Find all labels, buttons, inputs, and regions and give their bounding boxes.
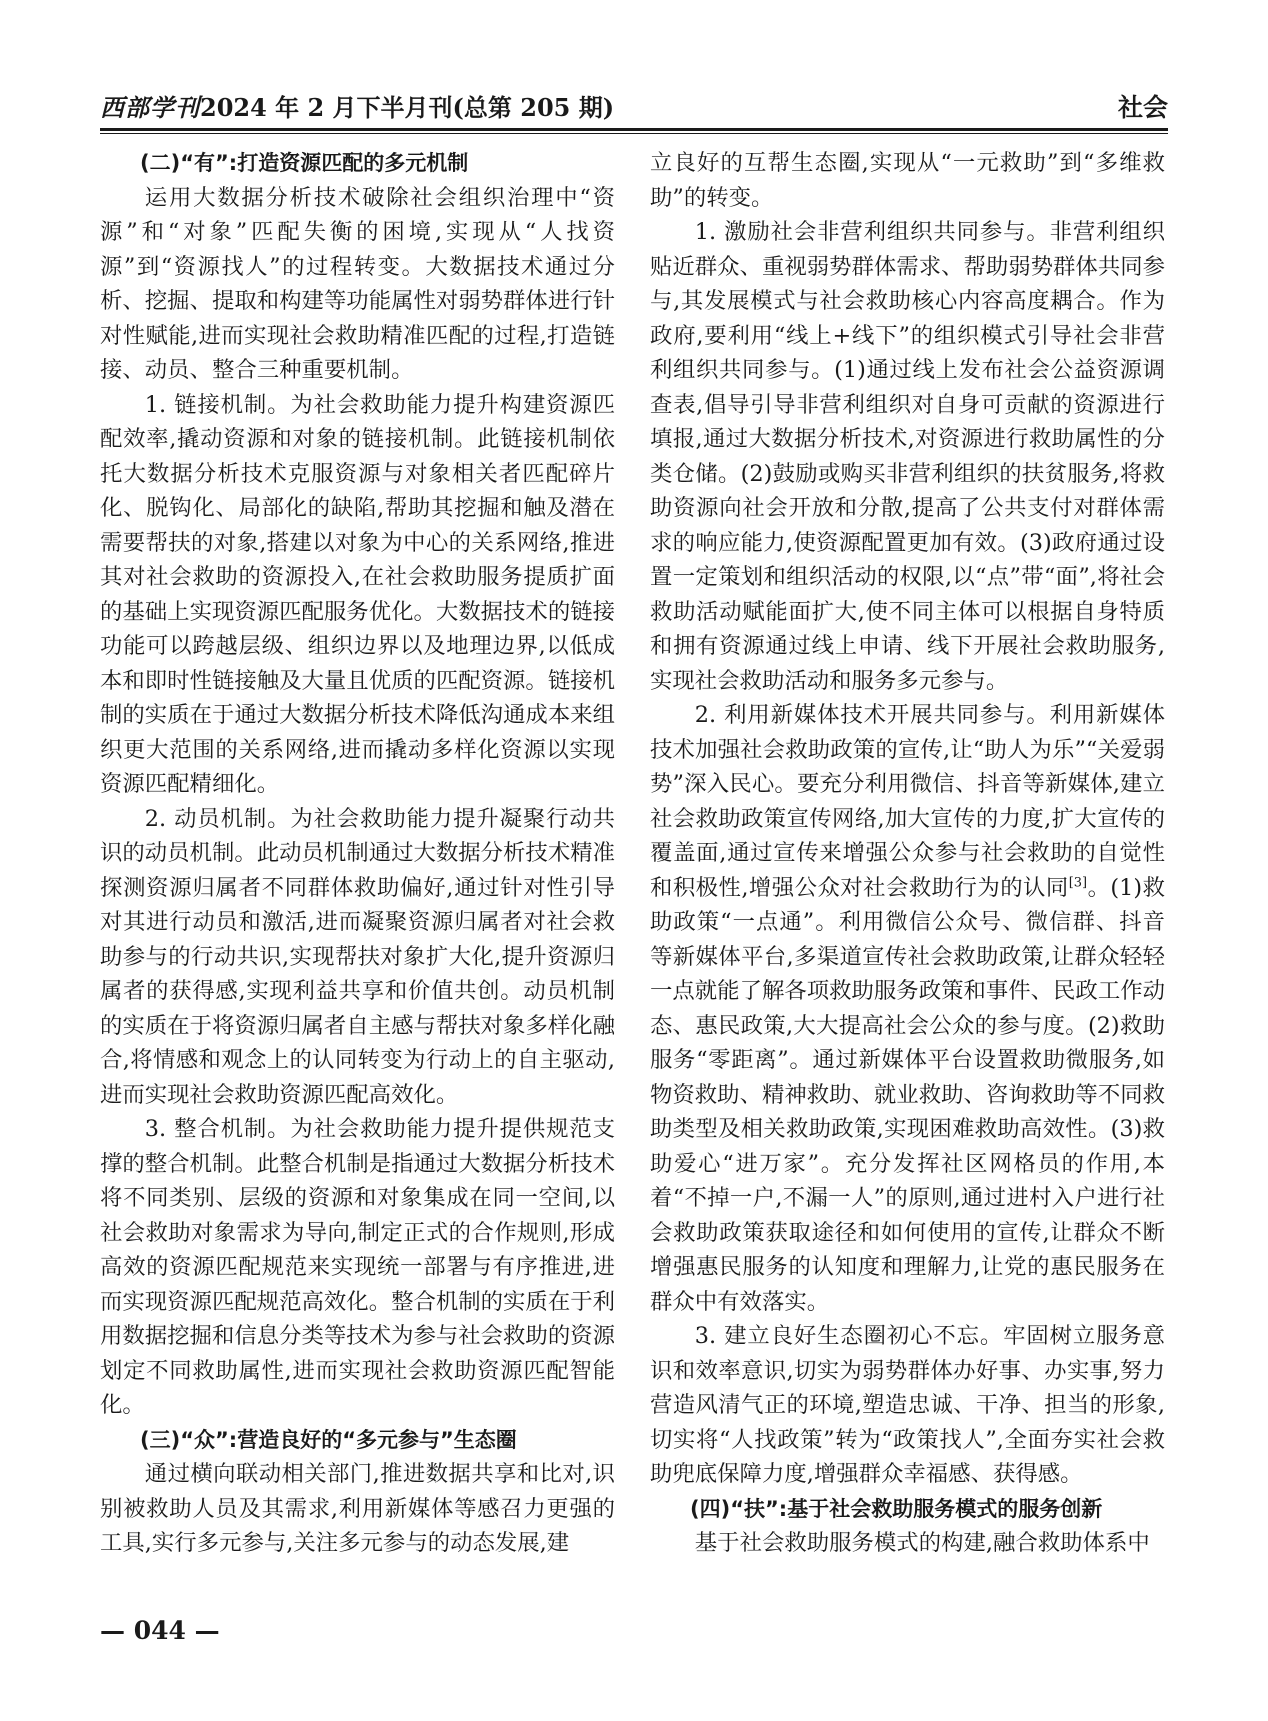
- header-rule: [100, 128, 1168, 131]
- running-header: [100, 88, 1168, 124]
- citation-ref: [3]: [1068, 875, 1088, 891]
- section-heading: (二)“有”:打造资源匹配的多元机制: [140, 151, 469, 175]
- paragraph: 3. 整合机制。为社会救助能力提升提供规范支撑的整合机制。此整合机制是指通过大数据分析技术将不同类别、层级的资源和对象集成在同一空间,以社会救助对象需求为导向,制定正式的合作规则,形成高效的资源匹配规范来实现统一部署与有序推进,进而实现资源匹配规范高效化。整合机制的实质在于利用数据挖掘和信息分类等技术为参与社会救助的资源划定不同救助属性,进而实现社会救助资源匹配智能化。: [100, 1116, 615, 1418]
- section-heading: (四)“扶”:基于社会救助服务模式的服务创新: [690, 1496, 1103, 1521]
- journal-logo: 西部学刊: [100, 93, 200, 122]
- paragraph: 2. 动员机制。为社会救助能力提升凝聚行动共识的动员机制。此动员机制通过大数据分析技术精准探测资源归属者不同群体救助偏好,通过针对性引导对其进行动员和激活,进而凝聚资源归属者对社会救助参与的行动共识,实现帮扶对象扩大化,提升资源归属者的获得感,实现利益共享和价值共创。动员机制的实质在于将资源归属者自主感与帮扶对象多样化融合,将情感和观念上的认同转变为行动上的自主驱动,进而实现社会救助资源匹配高效化。: [100, 805, 615, 1108]
- page-number: — 044 —: [100, 1616, 220, 1645]
- paragraph: 基于社会救助服务模式的构建,融合救助体系中: [694, 1530, 1150, 1556]
- header-rule-thin: [100, 133, 1168, 134]
- section-heading: (三)“众”:营造良好的“多元参与”生态圈: [140, 1427, 517, 1452]
- paragraph: 运用大数据分析技术破除社会组织治理中“资源”和“对象”匹配失衡的困境,实现从“人找资源”到“资源找人”的过程转变。大数据技术通过分析、挖掘、提取和构建等功能属性对弱势群体进行针对性赋能,进而实现社会救助精准匹配的过程,打造链接、动员、整合三种重要机制。: [100, 184, 615, 383]
- left-column: [100, 146, 615, 1561]
- paragraph: 2. 利用新媒体技术开展共同参与。利用新媒体技术加强社会救助政策的宣传,让“助人为乐”“关爱弱势”深入民心。要充分利用微信、抖音等新媒体,建立社会救助政策宣传网络,加大宣传的力度,扩大宣传的覆盖面,通过宣传来增强公众参与社会救助的自觉性和积极性,增强公众对社会救助行为的认同[3]。(1)救助政策“一点通”。利用微信公众号、微信群、抖音等新媒体平台,多渠道宣传社会救助政策,让群众轻轻一点就能了解各项救助服务政策和事件、民政工作动态、惠民政策,大大提高社会公众的参与度。(2)救助服务“零距离”。通过新媒体平台设置救助微服务,如物资救助、精神救助、就业救助、咨询救助等不同救助类型及相关救助政策,实现困难救助高效性。(3)救助爱心“进万家”。充分发挥社区网格员的作用,本着“不掉一户,不漏一人”的原则,通过进村入户进行社会救助政策获取途径和如何使用的宣传,让群众不断增强惠民服务的认知度和理解力,让党的惠民服务在群众中有效落实。: [650, 702, 1165, 1315]
- right-column: [650, 146, 1165, 1561]
- section-label: 社会: [1117, 93, 1168, 122]
- journal-masthead: [100, 88, 614, 123]
- paragraph: 1. 链接机制。为社会救助能力提升构建资源匹配效率,撬动资源和对象的链接机制。此链接机制依托大数据分析技术克服资源与对象相关者匹配碎片化、脱钩化、局部化的缺陷,帮助其挖掘和触及潜在需要帮扶的对象,搭建以对象为中心的关系网络,推进其对社会救助的资源投入,在社会救助服务提质扩面的基础上实现资源匹配服务优化。大数据技术的链接功能可以跨越层级、组织边界以及地理边界,以低成本和即时性链接触及大量且优质的匹配资源。链接机制的实质在于通过大数据分析技术降低沟通成本来组织更大范围的关系网络,进而撬动多样化资源以实现资源匹配精细化。: [100, 391, 615, 797]
- paragraph: 立良好的互帮生态圈,实现从“一元救助”到“多维救助”的转变。: [650, 150, 1165, 211]
- paragraph: 通过横向联动相关部门,推进数据共享和比对,识别被救助人员及其需求,利用新媒体等感召力更强的工具,实行多元参与,关注多元参与的动态发展,建: [100, 1461, 615, 1556]
- issue-info: 2024 年 2 月下半月刊(总第 205 期): [200, 93, 615, 122]
- paragraph: 1. 激励社会非营利组织共同参与。非营利组织贴近群众、重视弱势群体需求、帮助弱势群体共同参与,其发展模式与社会救助核心内容高度耦合。作为政府,要利用“线上+线下”的组织模式引导社会非营利组织共同参与。(1)通过线上发布社会公益资源调查表,倡导引导非营利组织对自身可贡献的资源进行填报,通过大数据分析技术,对资源进行救助属性的分类仓储。(2)鼓励或购买非营利组织的扶贫服务,将救助资源向社会开放和分散,提高了公共支付对群体需求的响应能力,使资源配置更加有效。(3)政府通过设置一定策划和组织活动的权限,以“点”带“面”,将社会救助活动赋能面扩大,使不同主体可以根据自身特质和拥有资源通过线上申请、线下开展社会救助服务,实现社会救助活动和服务多元参与。: [650, 219, 1165, 694]
- paragraph: 3. 建立良好生态圈初心不忘。牢固树立服务意识和效率意识,切实为弱势群体办好事、办实事,努力营造风清气正的环境,塑造忠诚、干净、担当的形象,切实将“人找政策”转为“政策找人”,全面夯实社会救助兜底保障力度,增强群众幸福感、获得感。: [650, 1323, 1165, 1487]
